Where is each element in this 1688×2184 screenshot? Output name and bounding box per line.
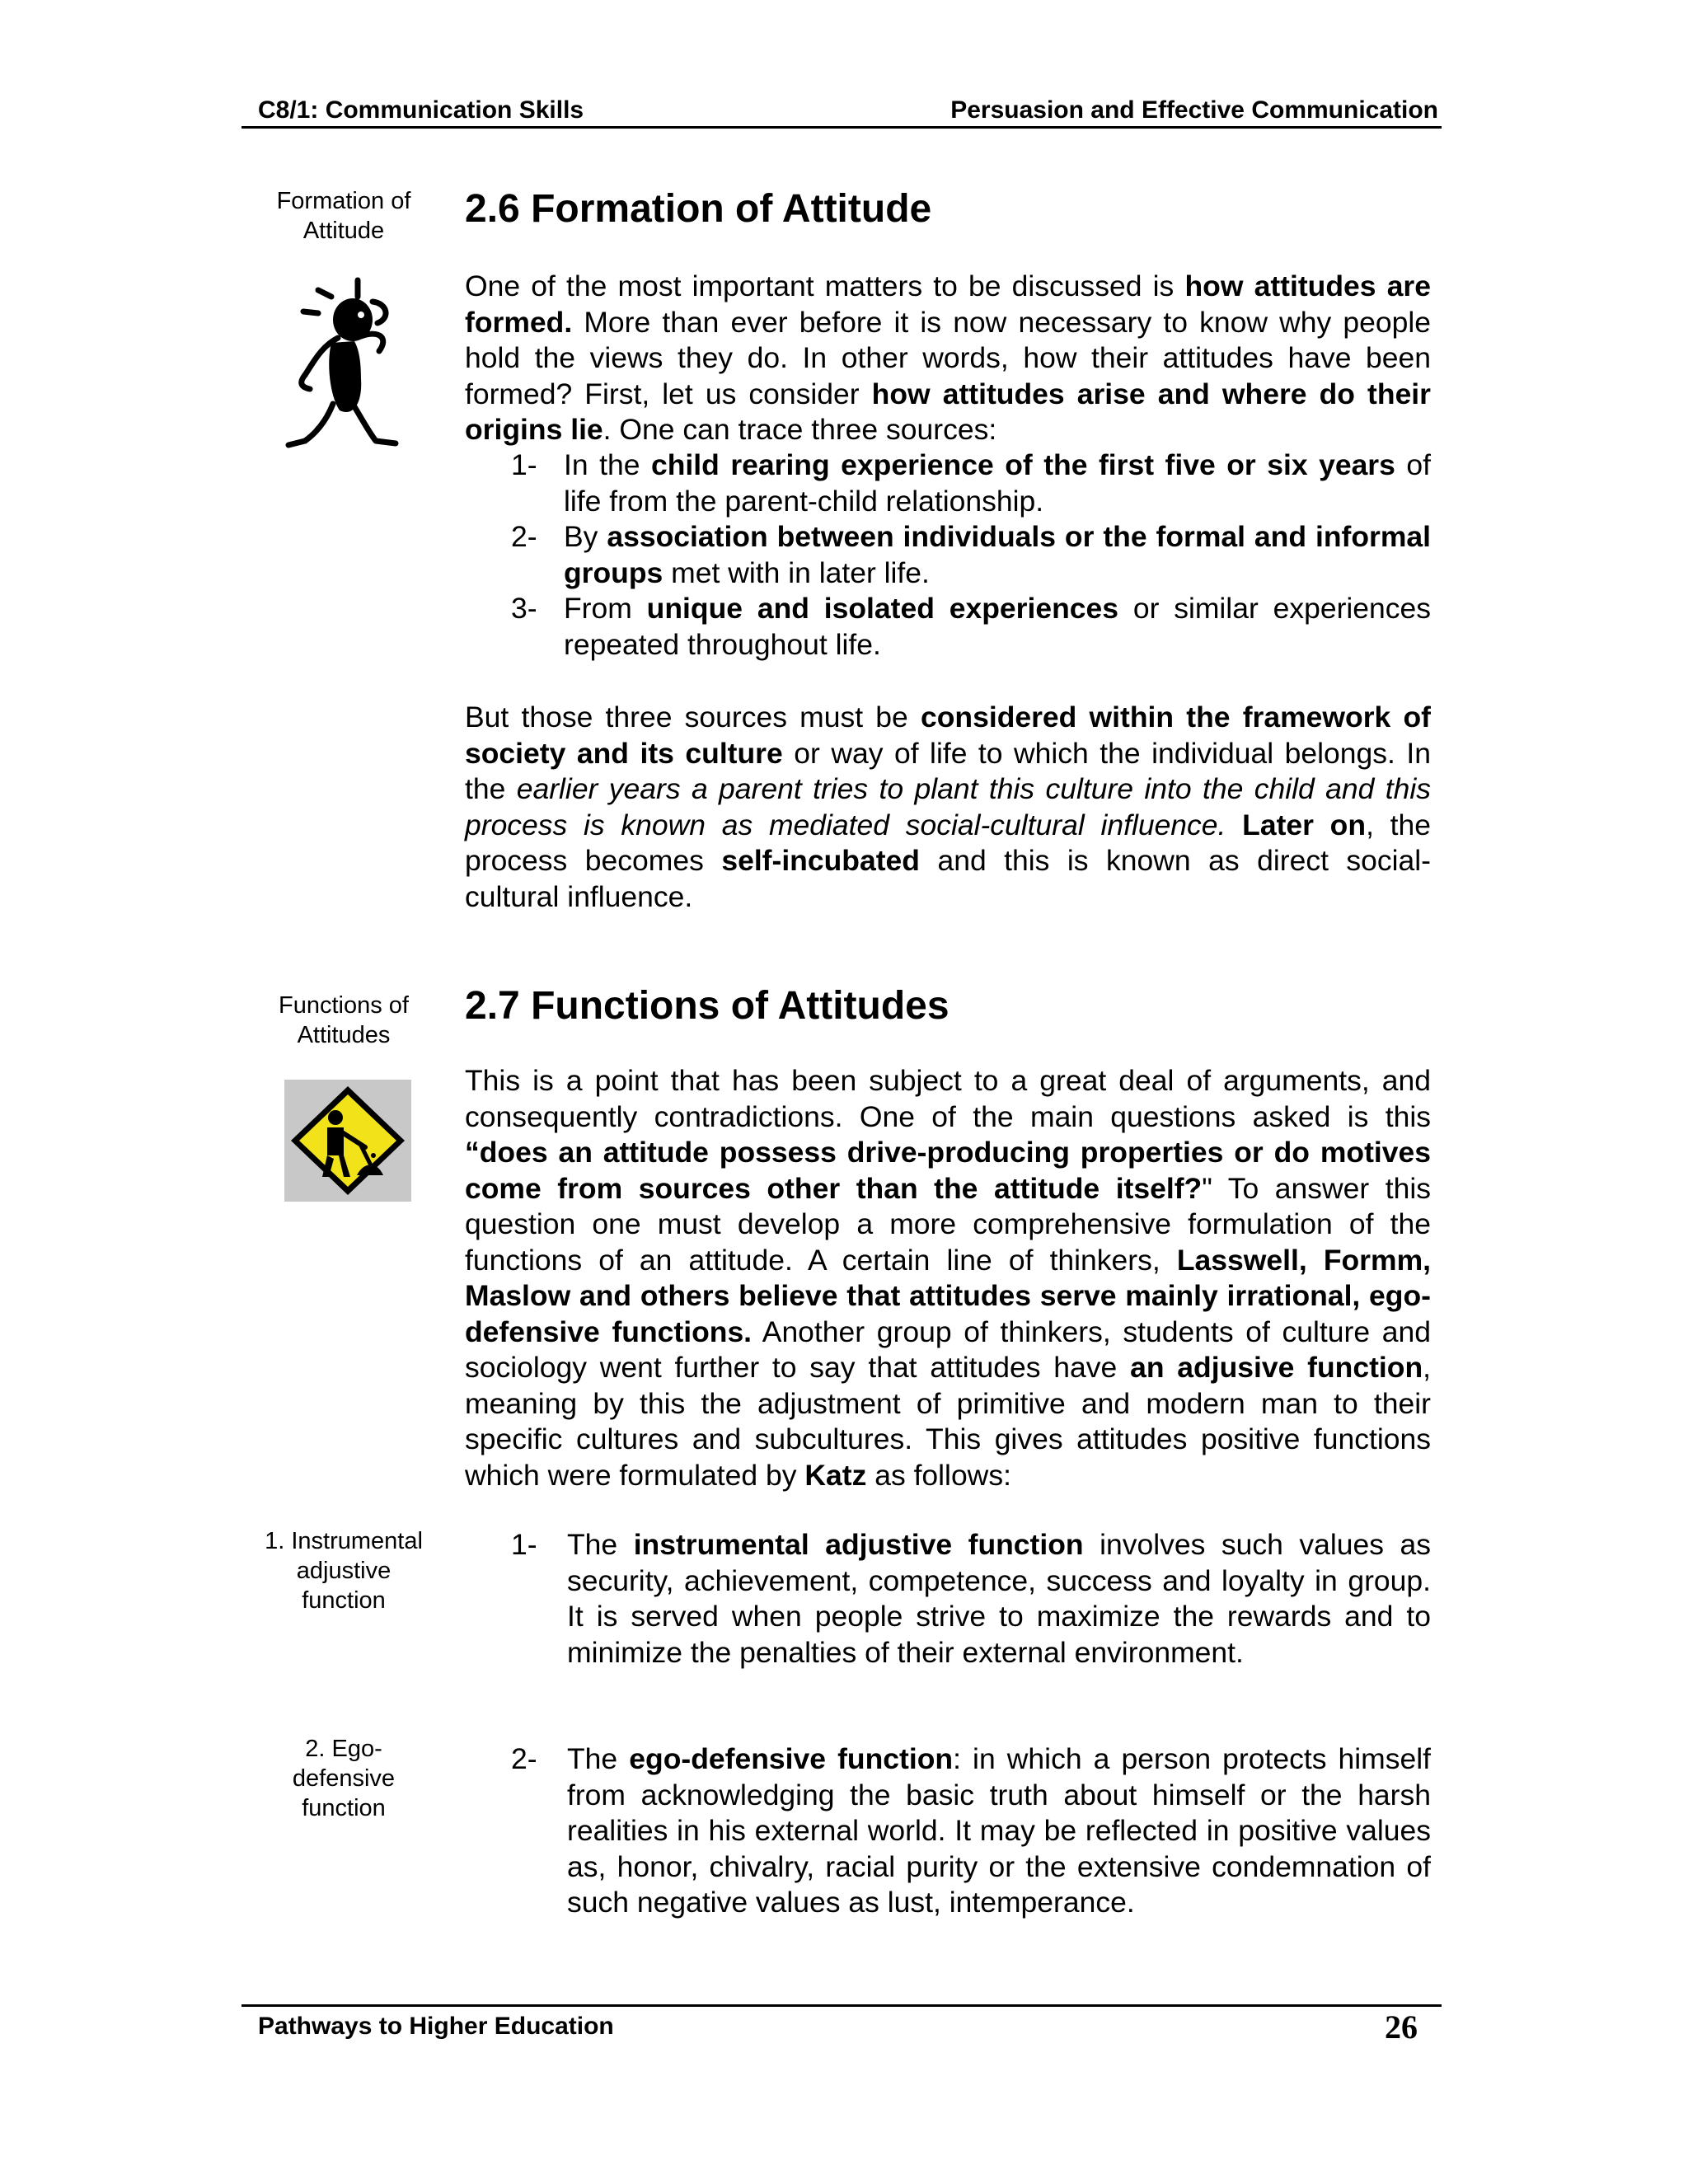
footer-publication: Pathways to Higher Education <box>258 2013 614 2040</box>
text-span: : in which a person protects himself from acknowledging the basic truth about himself or the harsh realities in his external world. It may be reflected in positive values as, honor, chivalry, racial purity or the extensive condemnation of such negative values as lust, intemperance. <box>567 1742 1431 1919</box>
text-span: One of the most important matters to be discussed is <box>465 269 1185 302</box>
text-span: of life from the parent-child relationship. <box>564 448 1431 518</box>
list-item <box>511 1527 1431 1671</box>
text-span: More than ever before it is now necessary to know why people hold the views they do. In other words, how their attitudes have been formed? First, let us consider <box>465 305 1431 410</box>
bold-span: how attitudes arise and where do their origins lie <box>465 377 1431 446</box>
margin-note-formation <box>249 186 438 246</box>
text-span: This is a point that has been subject to a great deal of arguments, and consequently contradictions. One of the main questions asked is this <box>465 1064 1431 1133</box>
text-span: , the process becomes <box>465 808 1431 877</box>
list-body <box>511 591 1431 663</box>
bold-span: Katz <box>804 1458 867 1492</box>
margin-note-line: defensive <box>292 1765 396 1792</box>
margin-note-line: function <box>302 1587 386 1614</box>
margin-note-line: Attitudes <box>297 1022 391 1048</box>
footer-rule <box>241 2004 1442 2007</box>
list-body <box>511 519 1431 591</box>
bold-span: unique and isolated experiences <box>646 592 1118 625</box>
list-item <box>511 1741 1431 1921</box>
bold-span: Later on <box>1242 808 1367 841</box>
margin-note-line: function <box>302 1795 386 1821</box>
bold-span: instrumental adjustive function <box>633 1528 1084 1561</box>
margin-note-line: 2. Ego- <box>305 1736 382 1762</box>
text-span: " To answer this question one must develop a more comprehensive formulation of the functions of an attitude. A certain line of thinkers, <box>465 1171 1431 1277</box>
bold-span: how attitudes are formed. <box>465 269 1431 339</box>
header-course-title: C8/1: Communication Skills <box>258 96 584 124</box>
list-item <box>511 448 1431 519</box>
text-span: The <box>567 1742 630 1775</box>
bold-span: child rearing experience of the first five or six years <box>650 448 1395 481</box>
list-body <box>511 1527 1431 1671</box>
section-heading-2-7: 2.7 Functions of Attitudes <box>465 984 950 1028</box>
margin-note-line: 1. Instrumental <box>265 1528 423 1554</box>
page-number: 26 <box>1385 2008 1418 2046</box>
text-span: The <box>567 1528 634 1561</box>
section-2-6-paragraph-2 <box>465 700 1431 915</box>
text-span: and this is known as direct social-cultural influence. <box>465 844 1432 913</box>
italic-span: earlier years a parent tries to plant this culture into the child and this process is known as mediated social-cultural influence. <box>465 772 1431 841</box>
list-item <box>511 519 1431 591</box>
text-span: as follows: <box>866 1458 1011 1492</box>
list-number: 2- <box>511 520 537 553</box>
text-span: From <box>564 592 647 625</box>
margin-note-line: adjustive <box>296 1558 392 1584</box>
margin-note-line: Attitude <box>302 218 385 244</box>
text-span: In the <box>564 448 651 481</box>
margin-note-line: Formation of <box>276 188 411 214</box>
header-chapter-title: Persuasion and Effective Communication <box>950 96 1438 124</box>
section-2-6-paragraph-1 <box>465 269 1431 448</box>
bold-span: association between individuals or the formal and informal groups <box>564 520 1431 589</box>
list-body <box>511 448 1431 519</box>
text-span: involves such values as security, achievement, competence, success and loyalty in group. It is served when people strive to maximize the rewards and to minimize the penalties of their external environment. <box>567 1528 1431 1669</box>
list-number: 3- <box>511 592 537 625</box>
list-body <box>511 1741 1431 1921</box>
bold-span: Lasswell, Formm, Maslow and others believe that attitudes serve mainly irrational, ego-defensive functions. <box>465 1243 1431 1348</box>
text-span: met with in later life. <box>663 555 930 589</box>
thinking-figure-icon <box>280 272 420 462</box>
list-number: 1- <box>511 448 537 481</box>
men-at-work-sign-icon <box>284 1080 411 1202</box>
margin-note-instrumental <box>249 1526 438 1615</box>
text-span: Another group of thinkers, students of culture and sociology went further to say that attitudes have <box>465 1315 1431 1384</box>
text-span: , meaning by this the adjustment of primitive and modern man to their specific cultures and subcultures. This gives attitudes positive functions which were formulated by <box>465 1351 1432 1492</box>
text-span: or similar experiences repeated throughout life. <box>564 592 1432 661</box>
margin-note-line: Functions of <box>279 992 409 1019</box>
text-span: But those three sources must be <box>465 701 921 733</box>
header-rule <box>241 126 1442 129</box>
text-span: By <box>564 520 607 553</box>
margin-note-ego-defensive <box>249 1734 438 1823</box>
text-span: or way of life to which the individual belongs. In the <box>465 736 1431 805</box>
margin-note-functions <box>249 991 438 1050</box>
bold-span: considered within the framework of society and its culture <box>465 701 1431 770</box>
bold-span: self-incubated <box>721 844 920 877</box>
bold-span: ego-defensive function <box>629 1742 954 1775</box>
list-item <box>511 591 1431 663</box>
bold-span: an adjusive function <box>1130 1351 1423 1384</box>
section-heading-2-6: 2.6 Formation of Attitude <box>465 187 932 231</box>
list-number: 2- <box>511 1742 537 1775</box>
section-2-7-paragraph-1 <box>465 1063 1431 1493</box>
bold-span: “does an attitude possess drive-producing properties or do motives come from sources other than the attitude itself? <box>465 1136 1431 1205</box>
list-number: 1- <box>511 1528 537 1561</box>
text-span: . One can trace three sources: <box>603 413 997 446</box>
